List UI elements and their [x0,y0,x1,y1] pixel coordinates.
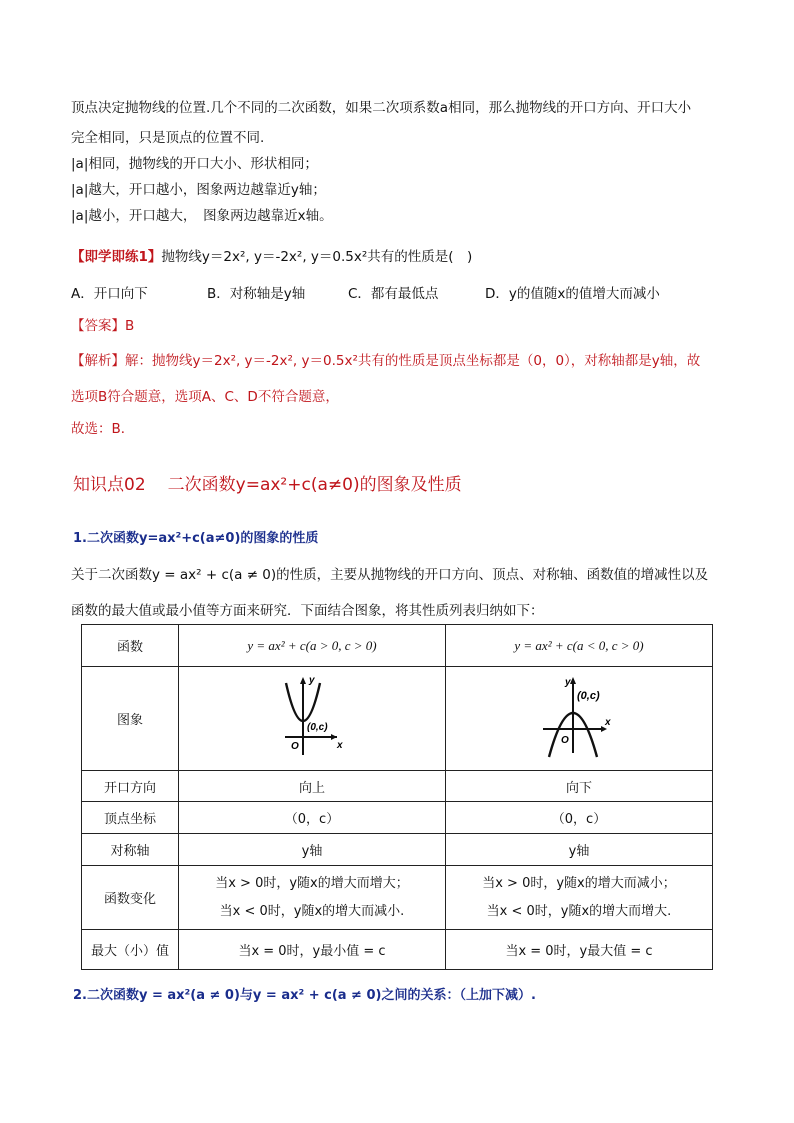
x-axis-label: x [337,739,343,751]
row-label: 对称轴 [82,834,179,866]
table-row-vertex [82,802,713,834]
function-cell-down: y = ax² + c(a < 0, c > 0) [446,625,713,667]
extreme-cell-down: 当x = 0时，y最大值 = c [446,930,713,970]
option-c: C．都有最低点 [348,286,439,302]
properties-table [81,624,713,970]
origin-label: O [291,740,299,752]
intro-line-2: 完全相同，只是顶点的位置不同. [71,130,265,146]
origin-label: O [561,734,569,746]
change-cell-up [179,866,446,930]
change-down-line-1: 当x > 0时，y随x的增大而减小； [482,875,676,891]
intro-line-5: |a|越小，开口越大， 图象两边越靠近x轴。 [71,208,333,224]
extreme-cell-up: 当x = 0时，y最小值 = c [179,930,446,970]
change-cell-down [446,866,713,930]
table-row-extreme [82,930,713,970]
upward-parabola-graph [277,673,347,761]
x-axis-label: x [605,716,611,728]
practice-question: 抛物线y＝2x², y＝-2x², y＝0.5x²共有的性质是( ) [161,249,473,265]
intro-line-3: |a|相同，抛物线的开口大小、形状相同； [71,156,318,172]
change-up-line-1: 当x > 0时，y随x的增大而增大； [215,875,409,891]
axis-cell-down: y轴 [446,834,713,866]
option-b: B．对称轴是y轴 [207,286,306,302]
vertex-cell-down: （0，c） [446,802,713,834]
analysis-line-2: 选项B符合题意，选项A、C、D不符合题意， [71,389,339,405]
downward-parabola-graph [539,673,619,761]
knowledge-point-number: 知识点02 [73,475,146,495]
knowledge-point-heading [73,470,462,495]
row-label: 函数变化 [82,866,179,930]
intro-line-1: 顶点决定抛物线的位置.几个不同的二次函数，如果二次项系数a相同，那么抛物线的开口方向、开口大小 [71,100,692,116]
function-cell-up: y = ax² + c(a > 0, c > 0) [179,625,446,667]
analysis-line-3: 故选：B． [71,421,135,437]
analysis-tag: 【解析】 [71,353,125,369]
opening-cell-down: 向下 [446,771,713,802]
vertex-point-label: (0,c) [577,689,600,702]
change-down-line-2: 当x < 0时，y随x的增大而增大. [486,903,672,919]
y-axis-arrow [570,677,576,684]
practice-question-line [71,245,472,265]
option-a: A．开口向下 [71,286,148,302]
y-axis-label: y [565,676,571,688]
answer-tag: 【答案】 [71,318,125,334]
y-axis-label: y [309,674,315,686]
y-axis-arrow [300,677,306,684]
table-row-axis [82,834,713,866]
axis-cell-up: y轴 [179,834,446,866]
opening-cell-up: 向上 [179,771,446,802]
table-row-change [82,866,713,930]
analysis-text-1: 解：抛物线y＝2x², y＝-2x², y＝0.5x²共有的性质是顶点坐标都是（0，0），对称轴都是y轴，故 [125,353,701,369]
table-row-function [82,625,713,667]
option-d: D．y的值随x的值增大而减小 [485,286,660,302]
knowledge-point-title: 二次函数y=ax²+c(a≠0)的图象及性质 [167,475,462,495]
answer-value: B [125,318,135,334]
graph-cell-down [446,667,713,771]
section1-body-line-1: 关于二次函数y = ax² + c(a ≠ 0)的性质，主要从抛物线的开口方向、顶点、对称轴、函数值的增减性以及 [71,567,709,583]
intro-line-4: |a|越大，开口越小，图象两边越靠近y轴； [71,182,326,198]
change-up-line-2: 当x < 0时，y随x的增大而减小. [219,903,405,919]
row-label: 函数 [82,625,179,667]
table-row-opening [82,771,713,802]
vertex-point-label: (0,c) [307,721,328,733]
section1-heading: 1.二次函数y=ax²+c(a≠0)的图象的性质 [73,531,319,546]
section2-heading: 2.二次函数y = ax²(a ≠ 0)与y = ax² + c(a ≠ 0)之间的关系：（上加下减）. [73,988,536,1003]
row-label: 图象 [82,667,179,771]
analysis-line-1 [71,349,700,369]
row-label: 顶点坐标 [82,802,179,834]
graph-cell-up [179,667,446,771]
row-label: 开口方向 [82,771,179,802]
section1-body-line-2: 函数的最大值或最小值等方面来研究．下面结合图象，将其性质列表归纳如下： [71,603,544,619]
row-label: 最大（小）值 [82,930,179,970]
table-row-graph [82,667,713,771]
practice-tag: 【即学即练1】 [71,249,162,265]
answer-line [71,314,134,334]
vertex-cell-up: （0，c） [179,802,446,834]
